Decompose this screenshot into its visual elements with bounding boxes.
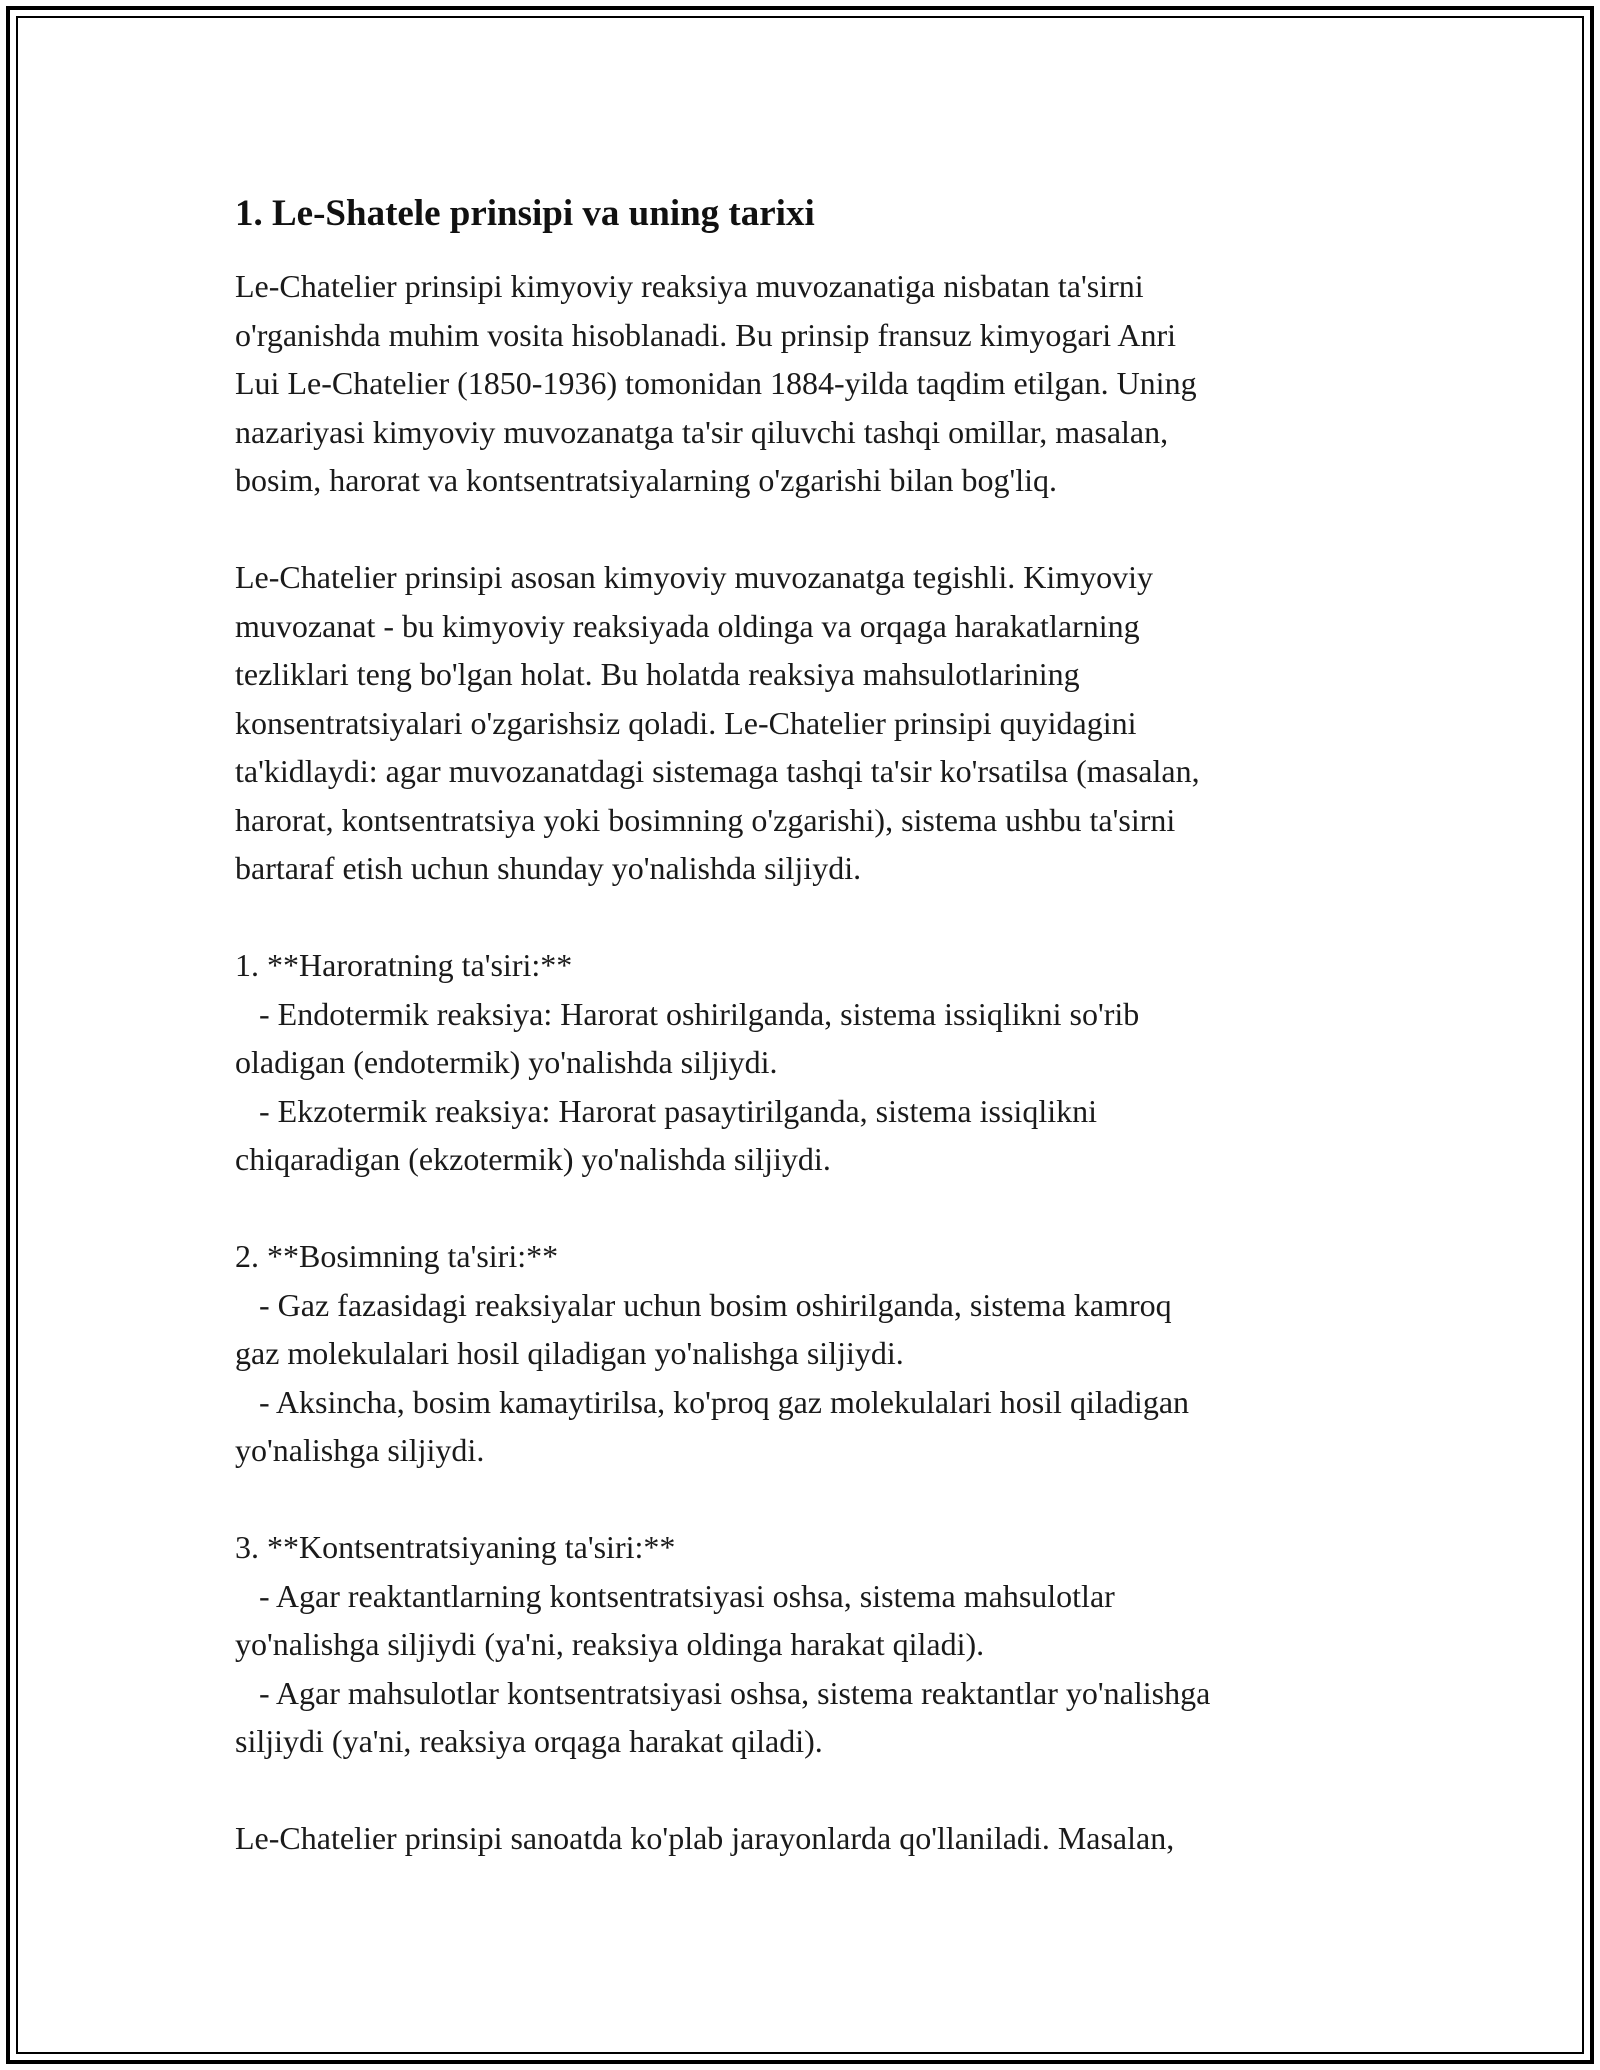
text-line: muvozanat - bu kimyoviy reaksiyada oldinga va orqaga harakatlarning bbox=[235, 607, 1140, 644]
paragraph-intro bbox=[235, 262, 1365, 505]
list-heading: 1. **Haroratning ta'siri:** bbox=[235, 947, 573, 983]
paragraph-gap bbox=[235, 893, 1365, 942]
list-heading: 2. **Bosimning ta'siri:** bbox=[235, 1238, 559, 1274]
paragraph-industry bbox=[235, 1814, 1365, 1863]
text-line: nazariyasi kimyoviy muvozanatga ta'sir qiluvchi tashqi omillar, masalan, bbox=[235, 413, 1169, 450]
text-line: - Ekzotermik reaksiya: Harorat pasaytirilganda, sistema issiqlikni bbox=[235, 1092, 1097, 1129]
list-item-concentration bbox=[235, 1523, 1365, 1766]
text-line: gaz molekulalari hosil qiladigan yo'nalishga siljiydi. bbox=[235, 1335, 904, 1371]
text-line: - Gaz fazasidagi reaksiyalar uchun bosim oshirilganda, sistema kamroq bbox=[235, 1286, 1172, 1323]
section-title: 1. Le-Shatele prinsipi va uning tarixi bbox=[235, 193, 815, 234]
text-line: Le-Chatelier prinsipi kimyoviy reaksiya muvozanatiga nisbatan ta'sirni bbox=[235, 268, 1144, 304]
text-line: bosim, harorat va kontsentratsiyalarning o'zgarishi bilan bog'liq. bbox=[235, 462, 1058, 498]
text-line: yo'nalishga siljiydi (ya'ni, reaksiya oldinga harakat qiladi). bbox=[235, 1626, 985, 1662]
list-heading: 3. **Kontsentratsiyaning ta'siri:** bbox=[235, 1529, 676, 1565]
list-item-temperature bbox=[235, 941, 1365, 1184]
document-body bbox=[235, 188, 1365, 1863]
text-line: chiqaradigan (ekzotermik) yo'nalishda siljiydi. bbox=[235, 1141, 831, 1177]
list-item-pressure bbox=[235, 1232, 1365, 1475]
text-line: Le-Chatelier prinsipi asosan kimyoviy muvozanatga tegishli. Kimyoviy bbox=[235, 559, 1154, 595]
paragraph-gap bbox=[235, 1184, 1365, 1233]
paragraph-definition bbox=[235, 553, 1365, 893]
text-line: - Endotermik reaksiya: Harorat oshirilganda, sistema issiqlikni so'rib bbox=[235, 995, 1140, 1032]
text-line: Le-Chatelier prinsipi sanoatda ko'plab jarayonlarda qo'llaniladi. Masalan, bbox=[235, 1820, 1175, 1856]
text-line: siljiydi (ya'ni, reaksiya orqaga harakat qiladi). bbox=[235, 1723, 823, 1759]
paragraph-gap bbox=[235, 505, 1365, 554]
text-line: yo'nalishga siljiydi. bbox=[235, 1432, 485, 1468]
paragraph-gap bbox=[235, 1766, 1365, 1815]
text-line: harorat, kontsentratsiya yoki bosimning o'zgarishi), sistema ushbu ta'sirni bbox=[235, 801, 1176, 838]
text-line: - Agar reaktantlarning kontsentratsiyasi oshsa, sistema mahsulotlar bbox=[235, 1577, 1115, 1614]
text-line: oladigan (endotermik) yo'nalishda siljiydi. bbox=[235, 1044, 778, 1080]
text-line: o'rganishda muhim vosita hisoblanadi. Bu prinsip fransuz kimyogari Anri bbox=[235, 316, 1177, 353]
text-line: bartaraf etish uchun shunday yo'nalishda siljiydi. bbox=[235, 850, 862, 886]
text-line: konsentratsiyalari o'zgarishsiz qoladi. Le-Chatelier prinsipi quyidagini bbox=[235, 704, 1137, 741]
text-line: - Agar mahsulotlar kontsentratsiyasi oshsa, sistema reaktantlar yo'nalishga bbox=[235, 1674, 1211, 1711]
text-line: Lui Le-Chatelier (1850-1936) tomonidan 1884-yilda taqdim etilgan. Uning bbox=[235, 365, 1197, 401]
text-line: ta'kidlaydi: agar muvozanatdagi sistemaga tashqi ta'sir ko'rsatilsa (masalan, bbox=[235, 753, 1200, 789]
paragraph-gap bbox=[235, 1475, 1365, 1524]
text-line: - Aksincha, bosim kamaytirilsa, ko'proq gaz molekulalari hosil qiladigan bbox=[235, 1383, 1190, 1420]
text-line: tezliklari teng bo'lgan holat. Bu holatda reaksiya mahsulotlarining bbox=[235, 656, 1080, 692]
